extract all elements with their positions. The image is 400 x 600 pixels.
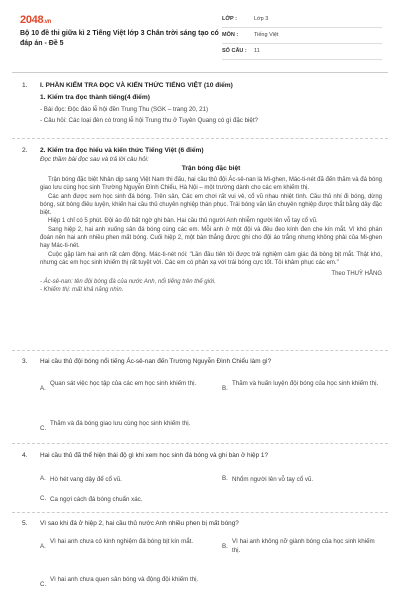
document-title: Bộ 10 đề thi giữa kì 2 Tiếng Việt lớp 3 Chân trời sáng tạo có đáp án - Đề 5 xyxy=(20,30,219,48)
option-text: Nhổm người lên vỗ tay cổ vũ. xyxy=(232,475,314,483)
option-label: C. xyxy=(40,580,47,588)
option-label: A. xyxy=(40,542,46,550)
divider xyxy=(12,512,388,513)
option-label: C. xyxy=(40,494,47,502)
site-logo[interactable] xyxy=(20,13,51,28)
option-c[interactable] xyxy=(40,575,200,589)
passage-paragraph: Các anh được xem học sinh đá bóng. Trên sân, Các em chơi rất vui vẻ, cổ vũ nhau nhiệt tình. Cầu thủ nhí đi bóng, dừng bóng, sút bóng điêu luyện, khiến hai cầu thủ chuyên nghiệp thán phục. Trái bóng văn lăn chuyên nghiệp được thắt bằng dây đặc biệt. xyxy=(40,193,382,217)
option-text: Hò hét vang dậy để cổ vũ. xyxy=(50,475,122,483)
option-text: Thăm và huấn luyện đội bóng của học sinh khiếm thị. xyxy=(232,379,379,387)
meta-value: Tiếng Việt xyxy=(254,31,279,38)
option-text: Quan sát việc học tập của các em học sinh khiếm thị. xyxy=(50,379,197,387)
option-text: Vì hai anh không nỡ giành bóng của học sinh khiếm thị. xyxy=(232,537,375,555)
option-text: Vì hai anh chưa quen sân bóng và động đội khiếm thị. xyxy=(50,575,199,583)
question-number: 3. xyxy=(22,358,28,365)
logo-text: 2048 xyxy=(20,14,44,26)
option-text: Vì hai anh chưa có kinh nghiệm đá bóng bịt kín mắt. xyxy=(50,537,194,545)
option-label: B. xyxy=(222,474,228,482)
option-b[interactable] xyxy=(222,537,382,556)
passage-paragraph: Trận bóng đặc biệt Nhân dịp sang Việt Nam thi đấu, hai cầu thủ đội Ác-sê-nan là Mi-ghen, Mác-ti-nét đã đến thăm và đá bóng giao lưu cùng học sinh Trường Nguyễn Đình Chiểu, Hà Nội – một trường dành cho các em khiếm thị. xyxy=(40,177,382,192)
question-number: 1. xyxy=(22,82,28,89)
question-number: 4. xyxy=(22,452,28,459)
option-text: Thăm và đá bóng giao lưu cùng học sinh khiếm thị. xyxy=(50,419,191,427)
option-label: B. xyxy=(222,384,228,392)
option-c[interactable] xyxy=(40,419,200,433)
option-a[interactable] xyxy=(40,475,210,485)
option-label: B. xyxy=(222,542,228,550)
question-number: 5. xyxy=(22,520,28,527)
section-heading: 2. Kiểm tra đọc hiểu và kiến thức Tiếng Việt (6 điểm) xyxy=(40,147,204,154)
document-header xyxy=(0,0,400,70)
question-4 xyxy=(22,452,382,509)
divider xyxy=(12,443,388,444)
meta-key: SỐ CÂU : xyxy=(222,47,247,54)
option-b[interactable] xyxy=(222,379,382,393)
option-b[interactable] xyxy=(222,475,382,485)
instruction: Đọc thầm bài đọc sau và trả lời câu hỏi: xyxy=(40,155,149,163)
meta-row-subject xyxy=(222,28,382,44)
option-c[interactable] xyxy=(40,495,210,505)
option-label: A. xyxy=(40,474,46,482)
passage-paragraph: Hiệp 1 chỉ có 5 phút. Đội áo đỏ bất ngờ ghi bàn. Hai cầu thủ người Anh nhiễm người lên vỗ tay cổ vũ. xyxy=(48,218,318,225)
footnote: - Ác-sê-nan: tên đội bóng đá của nước Anh, nổi tiếng trên thế giới. xyxy=(40,279,216,286)
divider xyxy=(12,138,388,139)
section-1 xyxy=(22,82,382,129)
option-a[interactable] xyxy=(40,379,200,393)
option-label: C. xyxy=(40,424,47,432)
meta-key: MÔN : xyxy=(222,31,239,38)
question-3 xyxy=(22,358,382,455)
option-a[interactable] xyxy=(40,537,200,551)
meta-value: Lớp 3 xyxy=(254,15,269,22)
option-label: A. xyxy=(40,384,46,392)
meta-value: 11 xyxy=(254,47,260,54)
section-subheading: 1. Kiểm tra đọc thành tiếng(4 điểm) xyxy=(40,93,150,101)
question-number: 2. xyxy=(22,147,28,154)
reading-line: - Bài đọc: Độc đáo lễ hội đền Trung Thu (SGK – trang 20, 21) xyxy=(40,105,209,113)
option-text: Ca ngợi cách đá bóng chuẩn xác. xyxy=(50,495,143,503)
question-text: Hai cầu thủ đã thể hiện thái độ gì khi xem học sinh đá bóng và ghi bàn ở hiệp 1? xyxy=(40,452,269,459)
options xyxy=(40,537,382,600)
question-text: Vì sao khi đá ở hiệp 2, hai cầu thủ nước Anh nhiều phen bị mất bóng? xyxy=(40,520,239,527)
passage-title: Trận bóng đặc biệt xyxy=(181,165,241,173)
options xyxy=(40,469,382,509)
meta-row-count xyxy=(222,44,382,60)
divider xyxy=(12,350,388,351)
passage-paragraph: Sang hiệp 2, hai anh xuống sân đá bóng cùng các em. Mỗi anh ở một đội và đều đeo kính đen che kín mắt. Vì khó phán đoán nên hai anh nhiều phen mất bóng. Cuối hiệp 2, một bàn thắng được ghi cho đội áo trắng nhưng không phải của Mi-ghen hay Mác-ti-nét. xyxy=(40,226,382,250)
logo-suffix: .vn xyxy=(43,19,52,25)
footnote: - Khiếm thị: mất khả năng nhìn. xyxy=(40,287,124,294)
section-heading: I. PHẦN KIỂM TRA ĐỌC VÀ KIẾN THỨC TIẾNG VIỆT (10 điểm) xyxy=(40,82,233,89)
meta-table xyxy=(222,12,382,60)
header-divider xyxy=(12,72,388,73)
question-line: - Câu hỏi: Các loại đèn có trong lễ hội Trung thu ở Tuyên Quang có gì đặc biệt? xyxy=(40,117,259,125)
question-text: Hai cầu thủ đội bóng nổi tiếng Ác-sê-nan đến Trường Nguyễn Đình Chiểu làm gì? xyxy=(40,358,272,365)
section-2 xyxy=(22,147,382,294)
meta-row-grade xyxy=(222,12,382,28)
passage-author: Theo THUỲ HẰNG xyxy=(331,271,382,278)
question-5 xyxy=(22,520,382,600)
meta-key: LỚP : xyxy=(222,15,237,22)
passage-paragraph: Cuộc gặp làm hai anh rất cảm động. Mác-ti-nét nói: "Lần đầu tiên tôi được trải nghiệm cảm giác đá bóng bịt mắt. Thật khó, nhưng các em học sinh khiếm thị rất tuyệt vời. Các em có phản xạ với trái bóng cực tốt. Tôi khâm phục các em." xyxy=(40,251,382,266)
